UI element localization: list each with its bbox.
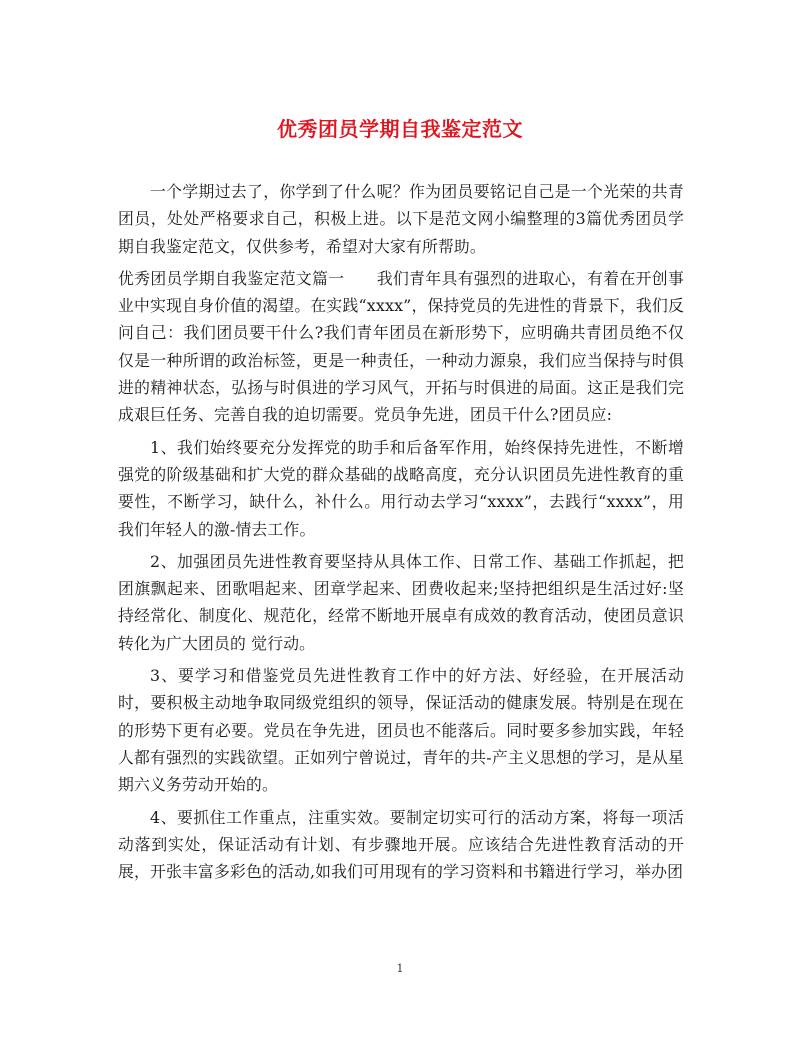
- document-title: 优秀团员学期自我鉴定范文: [277, 117, 523, 141]
- point-three-paragraph: 3、要学习和借鉴党员先进性教育工作中的好方法、好经验，在开展活动时，要积极主动地争取同级党组织的领导，保证活动的健康发展。特别是在现在的形势下更有必要。党员在争先进，团员也不能落后。同时要多参加实践，年轻人都有强烈的实践欲望。正如列宁曾说过，青年的共-产主义思想的学习，是从星期六义务劳动开始的。: [118, 666, 684, 795]
- intro-paragraph: 一个学期过去了，你学到了什么呢？作为团员要铭记自己是一个光荣的共青团员，处处严格要求自己，积极上进。以下是范文网小编整理的3篇优秀团员学期自我鉴定范文，仅供参考，希望对大家有所帮助。: [118, 182, 684, 256]
- point-four-paragraph: 4、要抓住工作重点，注重实效。要制定切实可行的活动方案，将每一项活动落到实处，保证活动有计划、有步骤地开展。应该结合先进性教育活动的开展，开张丰富多彩色的活动,如我们可用现有的学习资料和书籍进行学习，举办团: [118, 807, 684, 882]
- page-number: 1: [396, 962, 404, 975]
- section-one-paragraph: 优秀团员学期自我鉴定范文篇一 我们青年具有强烈的进取心，有着在开创事业中实现自身价值的渴望。在实践“xxxx”，保持党员的先进性的背景下，我们反问自己：我们团员要干什么?我们青年团员在新形势下，应明确共青团员绝不仅仅是一种所谓的政治标签，更是一种责任，一种动力源泉，我们应当保持与时俱进的精神状态，弘扬与时俱进的学习风气，开拓与时俱进的局面。这正是我们完成艰巨任务、完善自我的迫切需要。党员争先进，团员干什么?团员应:: [118, 268, 684, 425]
- point-one-paragraph: 1、我们始终要充分发挥党的助手和后备军作用，始终保持先进性，不断增强党的阶级基础和扩大党的群众基础的战略高度，充分认识团员先进性教育的重要性，不断学习，缺什么，补什么。用行动去学习“xxxx”，去践行“xxxx”，用我们年轻人的激-情去工作。: [118, 437, 684, 539]
- point-two-paragraph: 2、加强团员先进性教育要坚持从具体工作、日常工作、基础工作抓起，把团旗飘起来、团歌唱起来、团章学起来、团费收起来;坚持把组织是生活过好:坚持经常化、制度化、规范化，经常不断地开展卓有成效的教育活动，使团员意识转化为广大团员的 觉行动。: [118, 551, 684, 653]
- document-body: [118, 178, 684, 890]
